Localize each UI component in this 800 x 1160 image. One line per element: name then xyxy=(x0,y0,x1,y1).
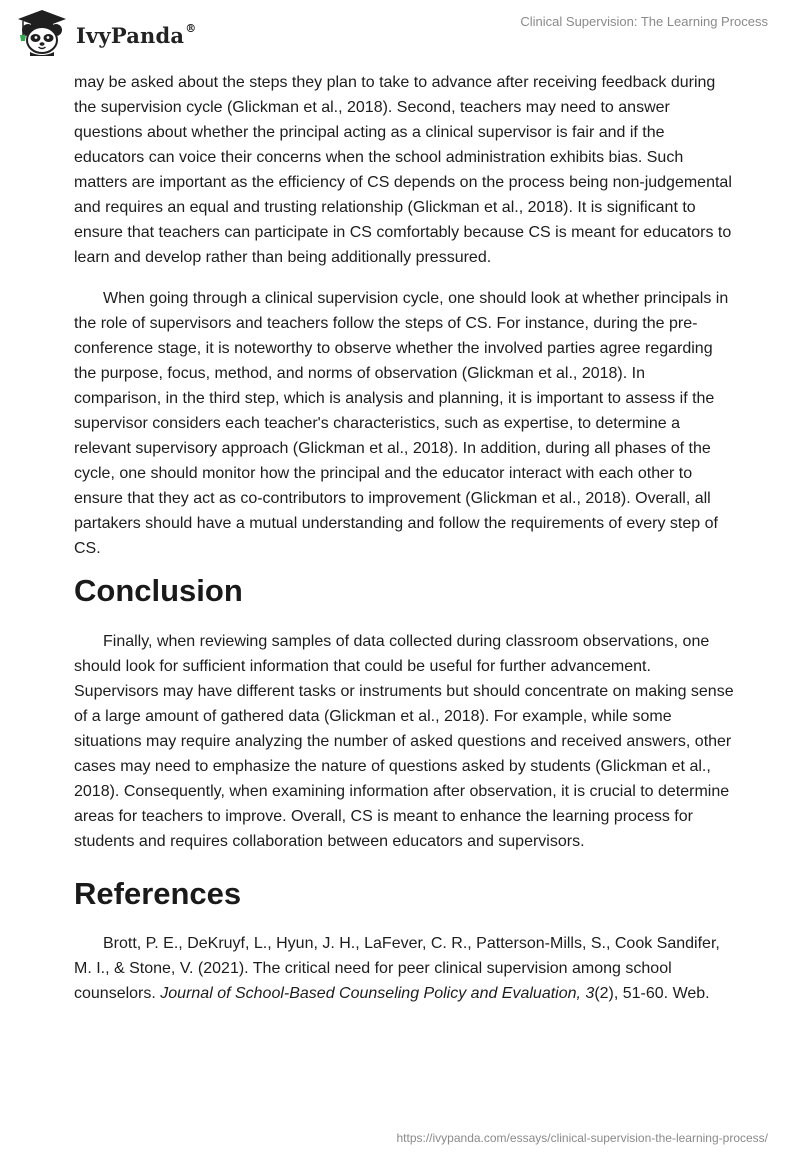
reference-item xyxy=(74,931,734,1006)
logo-wordmark: IvyPanda® xyxy=(76,21,197,48)
logo[interactable] xyxy=(14,8,196,58)
page-header xyxy=(0,0,800,64)
reference-authors: Brott, P. E., DeKruyf, L., Hyun, J. H., LaFever, C. R., Patterson-Mills, S., Cook Sandifer, M. I., & Stone, V. (2021). The critical need for peer clinical supervision among school counselors. xyxy=(74,935,720,1002)
references-heading: References xyxy=(74,876,242,911)
footer-url[interactable]: https://ivypanda.com/essays/clinical-supervision-the-learning-process/ xyxy=(396,1131,768,1145)
conclusion-heading: Conclusion xyxy=(74,573,243,608)
essay-content xyxy=(74,70,734,1006)
document-title: Clinical Supervision: The Learning Process xyxy=(520,14,768,29)
conclusion-paragraph: Finally, when reviewing samples of data collected during classroom observations, one should look for sufficient information that could be useful for further advancement. Supervisors may have different tasks or instruments but should concentrate on making sense of a large amount of gathered data (Glickman et al., 2018). For example, while some situations may require analyzing the number of asked questions and received answers, other cases may need to emphasize the nature of questions asked by students (Glickman et al., 2018). Consequently, when examining information after observation, it is crucial to determine areas for teachers to improve. Overall, CS is meant to enhance the learning process for students and requires collaboration between educators and supervisors. xyxy=(74,633,734,850)
reference-journal: Journal of School-Based Counseling Policy and Evaluation, 3 xyxy=(160,985,595,1002)
body-paragraph-1: may be asked about the steps they plan to take to advance after receiving feedback during the supervision cycle (Glickman et al., 2018). Second, teachers may need to answer questions about whether the principal acting as a clinical supervisor is fair and if the educators can voice their concerns when the school administration exhibits bias. Such matters are important as the efficiency of CS depends on the process being non-judgemental and requires an equal and trusting relationship (Glickman et al., 2018). It is significant to ensure that teachers can participate in CS comfortably because CS is meant for educators to learn and develop rather than being additionally pressured. xyxy=(74,74,732,266)
reference-details: (2), 51-60. Web. xyxy=(594,985,710,1002)
panda-logo-icon xyxy=(14,8,70,58)
body-paragraph-2: When going through a clinical supervision cycle, one should look at whether principals in the role of supervisors and teachers follow the steps of CS. For instance, during the pre-conference stage, it is noteworthy to observe whether the involved parties agree regarding the purpose, focus, method, and norms of observation (Glickman et al., 2018). In comparison, in the third step, which is analysis and planning, it is important to assess if the supervisor considers each teacher's characteristics, such as expertise, to determine a relevant supervisory approach (Glickman et al., 2018). In addition, during all phases of the cycle, one should monitor how the principal and the educator interact with each other to ensure that they act as co-contributors to improvement (Glickman et al., 2018). Overall, all partakers should have a mutual understanding and follow the requirements of every step of CS. xyxy=(74,290,729,557)
